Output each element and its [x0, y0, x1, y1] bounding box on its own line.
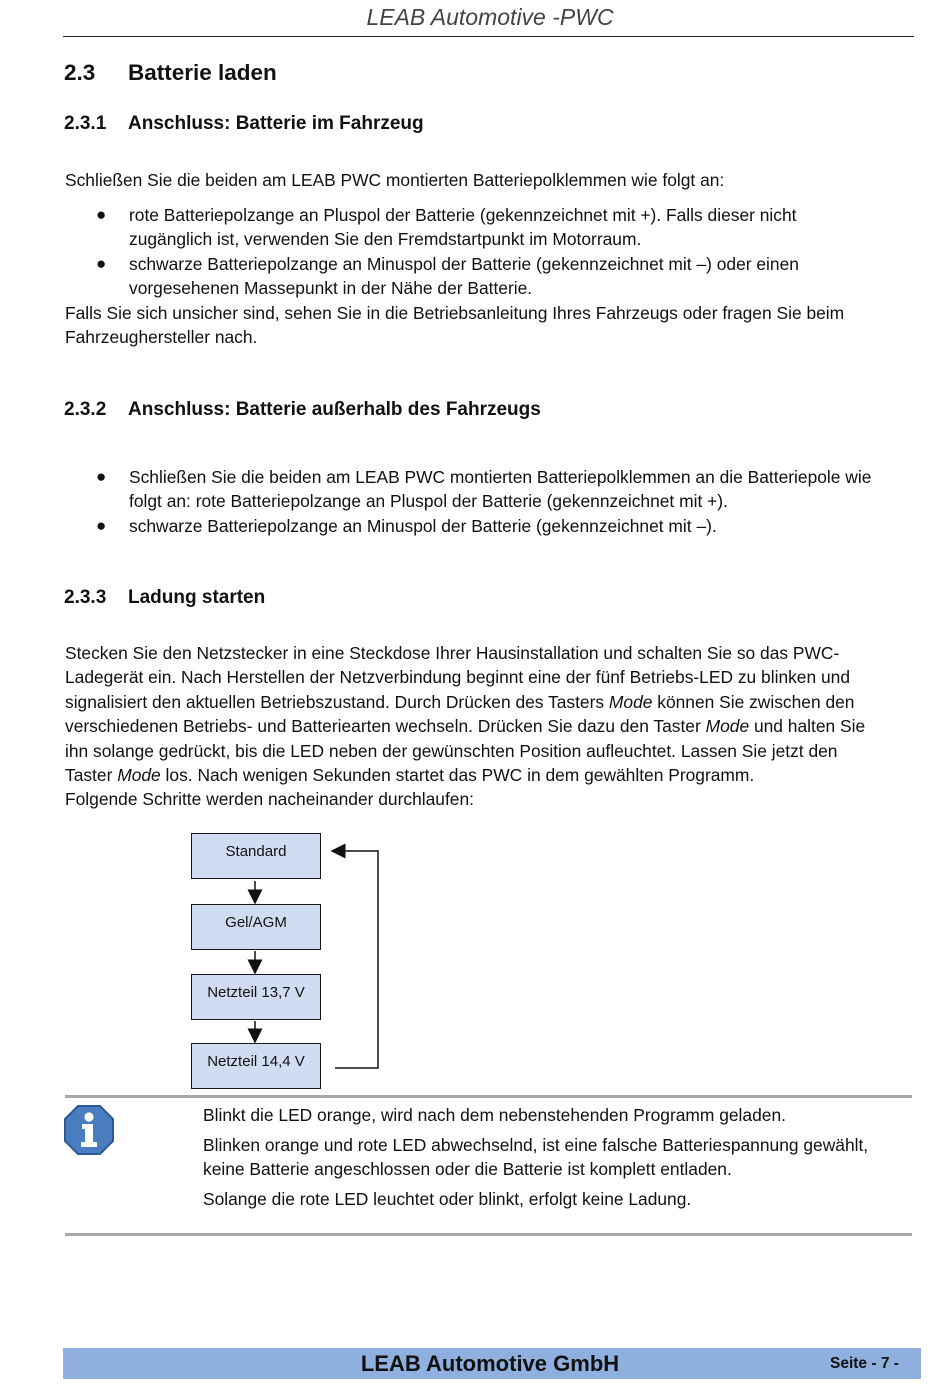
info-box-bottom-rule — [65, 1233, 912, 1236]
section-number: 2.3.2 — [64, 399, 107, 420]
info-text-line: Blinken orange und rote LED abwechselnd, ist eine falsche Batteriespannung gewählt, — [203, 1135, 869, 1155]
emphasis-mode: Mode — [117, 765, 161, 786]
list-item-line: schwarze Batteriepolzange an Minuspol der Batterie (gekennzeichnet mit –) oder einen — [129, 253, 799, 274]
info-icon — [63, 1104, 115, 1156]
section-title: Batterie laden — [128, 60, 277, 85]
list-item-line: Schließen Sie die beiden am LEAB PWC montierten Batteriepolklemmen an die Batteriepole wie — [129, 467, 872, 487]
list-item-line: folgt an: rote Batteriepolzange an Pluspol der Batterie (gekennzeichnet mit +). — [129, 491, 728, 512]
emphasis-mode: Mode — [705, 716, 750, 737]
paragraph-2-3-3 — [65, 641, 915, 812]
flow-step-standard: Standard — [191, 833, 321, 879]
text-run: verschiedenen Betriebs- und Batteriearten wechseln. Drücken Sie dazu den Taster — [65, 716, 706, 737]
list-item — [65, 203, 915, 252]
text-run: signalisiert den aktuellen Betriebszustand. Durch Drücken des Tasters — [65, 691, 609, 712]
paragraph-line: Folgende Schritte werden nacheinander durchlaufen: — [65, 789, 474, 810]
paragraph-line — [65, 763, 915, 787]
footer-company-name: LEAB Automotive GmbH — [360, 1351, 620, 1376]
bullet-list-2-3-1 — [65, 203, 915, 349]
header-divider — [63, 36, 914, 37]
section-title: Anschluss: Batterie im Fahrzeug — [128, 113, 424, 134]
list-item — [65, 252, 915, 301]
paragraph-line: Stecken Sie den Netzstecker in eine Steckdose Ihrer Hausinstallation und schalten Sie so das PWC- — [65, 643, 840, 663]
bullet-marker: ● — [96, 515, 107, 535]
footer-page-number: Seite - 7 - — [830, 1355, 899, 1372]
section-heading-2-3-3 — [64, 587, 664, 613]
page-header-title: LEAB Automotive -PWC — [366, 4, 614, 30]
paragraph-line — [65, 714, 915, 738]
paragraph-line: Ladegerät ein. Nach Herstellen der Netzverbindung beginnt eine der fünf Betriebs-LED zu blinken und — [65, 667, 850, 688]
list-item-line: zugänglich ist, verwenden Sie den Fremdstartpunkt im Motorraum. — [129, 229, 642, 250]
text-run: Taster — [65, 765, 118, 786]
paragraph-line: ihn solange gedrückt, bis die LED neben der gewünschten Position aufleuchtet. Lassen Sie jetzt den — [65, 740, 838, 761]
section-number: 2.3.3 — [64, 587, 107, 608]
info-text-line: keine Batterie angeschlossen oder die Batterie ist komplett entladen. — [203, 1159, 732, 1179]
flow-step-netzteil-13-7: Netzteil 13,7 V — [191, 974, 321, 1020]
list-item-line: rote Batteriepolzange an Pluspol der Batterie (gekennzeichnet mit +). Falls dieser nicht — [129, 205, 797, 225]
info-text-line: Blinkt die LED orange, wird nach dem nebenstehenden Programm geladen. — [203, 1105, 786, 1125]
section-heading-2-3 — [64, 60, 464, 90]
bullet-marker: ● — [96, 205, 107, 224]
section-title: Anschluss: Batterie außerhalb des Fahrzeugs — [128, 399, 541, 420]
section-title: Ladung starten — [128, 587, 266, 608]
section-number: 2.3.1 — [64, 113, 107, 134]
list-item-line: vorgesehenen Massepunkt in der Nähe der Batterie. — [129, 278, 533, 299]
list-item-line: schwarze Batteriepolzange an Minuspol der Batterie (gekennzeichnet mit –). — [129, 515, 717, 536]
text-run: los. Nach wenigen Sekunden startet das PWC in dem gewählten Programm. — [160, 765, 755, 786]
emphasis-mode: Mode — [608, 691, 653, 712]
section-heading-2-3-1 — [64, 113, 664, 139]
paragraph-line — [65, 690, 915, 714]
flow-step-gel-agm: Gel/AGM — [191, 904, 321, 950]
section-number: 2.3 — [64, 60, 96, 85]
bullet-marker: ● — [96, 253, 107, 273]
flow-step-netzteil-14-4: Netzteil 14,4 V — [191, 1043, 321, 1089]
list-item — [65, 514, 915, 538]
text-run: und halten Sie — [749, 716, 866, 737]
section-heading-2-3-2 — [64, 399, 764, 425]
info-text-line: Solange die rote LED leuchtet oder blinkt, erfolgt keine Ladung. — [203, 1189, 692, 1209]
paragraph-intro-2-3-1: Schließen Sie die beiden am LEAB PWC montierten Batteriepolklemmen wie folgt an: — [65, 170, 725, 190]
text-run: können Sie zwischen den — [652, 691, 855, 712]
list-item — [65, 465, 915, 514]
loop-back-arrow — [332, 851, 378, 1068]
bullet-list-2-3-2 — [65, 465, 915, 538]
paragraph-line: Fahrzeughersteller nach. — [65, 327, 258, 348]
paragraph-line: Falls Sie sich unsicher sind, sehen Sie in die Betriebsanleitung Ihres Fahrzeugs oder fragen Sie beim — [65, 302, 845, 323]
bullet-marker: ● — [96, 467, 107, 486]
info-box-top-rule — [65, 1095, 912, 1098]
